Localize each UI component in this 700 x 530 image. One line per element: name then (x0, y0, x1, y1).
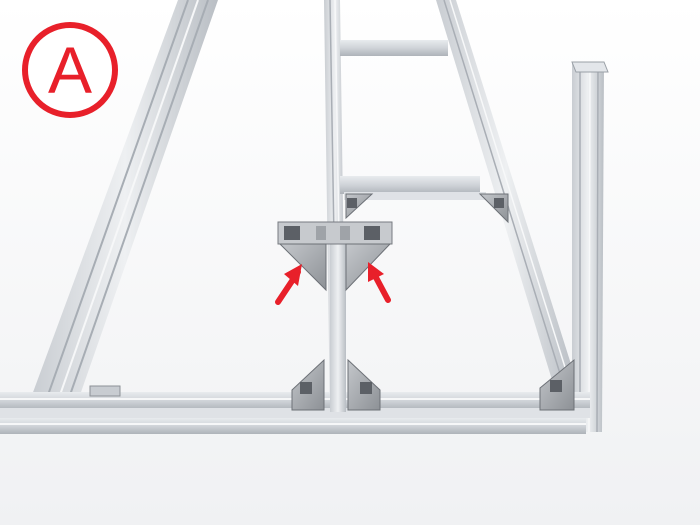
short-center-post (330, 244, 346, 412)
badge-letter: A (47, 33, 93, 107)
